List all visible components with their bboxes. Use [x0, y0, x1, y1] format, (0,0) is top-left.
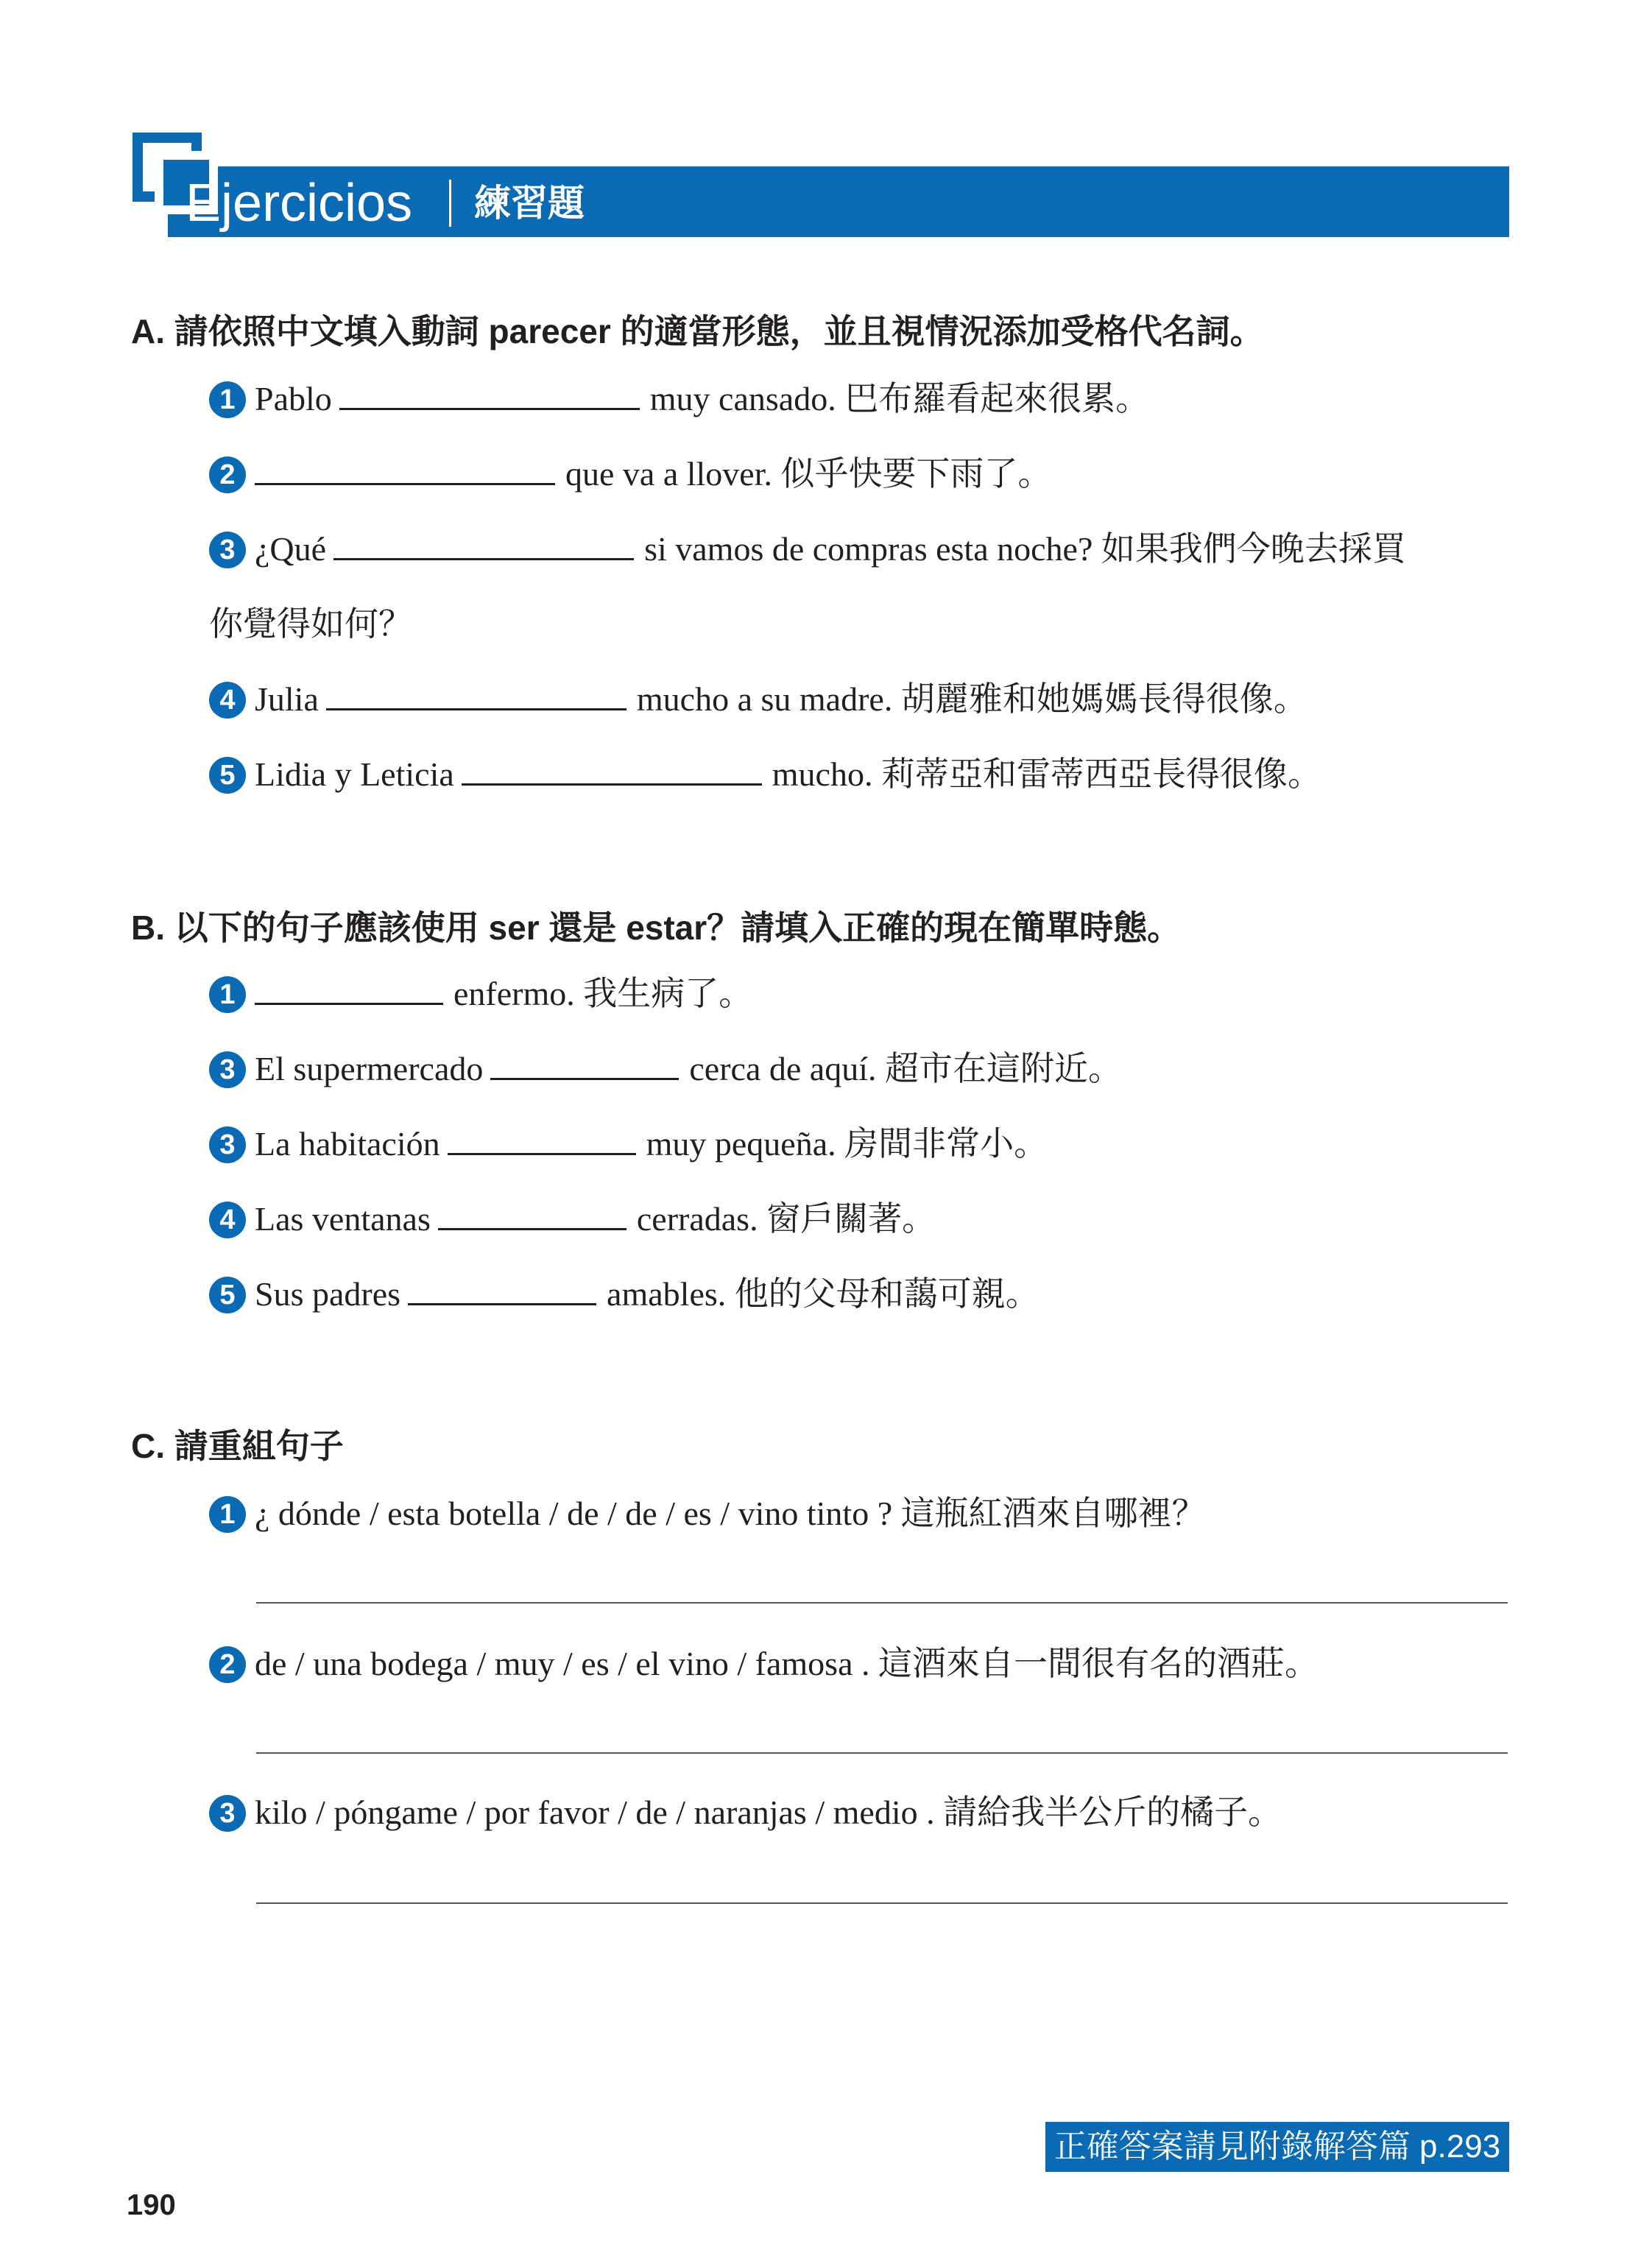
answer-blank[interactable] — [448, 1122, 636, 1155]
answer-blank[interactable] — [255, 972, 443, 1005]
item-number-badge: 2 — [209, 1646, 246, 1683]
item-text-before: Sus padres — [255, 1275, 401, 1313]
item-text-after: si vamos de compras esta noche? 如果我們今晚去採買 — [644, 530, 1406, 568]
section-b-heading: B. 以下的句子應該使用 ser 還是 estar？請填入正確的現在簡單時態。 — [131, 909, 1182, 947]
section-a-item-3-continuation: 你覺得如何？ — [209, 605, 412, 643]
item-text-after: que va a llover. 似乎快要下雨了。 — [565, 455, 1052, 493]
section-a-heading: A. 請依照中文填入動詞 parecer 的適當形態，並且視情況添加受格代名詞。 — [131, 312, 1264, 350]
item-text: ¿ dónde / esta botella / de / de / es / vino tinto ? 這瓶紅酒來自哪裡？ — [255, 1495, 1206, 1532]
item-text-after: cerca de aquí. 超市在這附近。 — [689, 1050, 1122, 1087]
item-number-badge: 1 — [209, 381, 246, 418]
item-text: de / una bodega / muy / es / el vino / famosa . 這酒來自一間很有名的酒莊。 — [255, 1645, 1319, 1682]
item-text-after: mucho a su madre. 胡麗雅和她媽媽長得很像。 — [636, 680, 1307, 718]
item-number-badge: 5 — [209, 1277, 246, 1313]
item-text-after: mucho. 莉蒂亞和雷蒂西亞長得很像。 — [772, 755, 1321, 793]
answer-reference-note: 正確答案請見附錄解答篇 p.293 — [1045, 2122, 1509, 2172]
item-number-badge: 4 — [209, 1202, 246, 1238]
section-c-heading: C. 請重組句子 — [131, 1427, 344, 1465]
answer-line[interactable] — [256, 1602, 1508, 1604]
item-text-after: muy cansado. 巴布羅看起來很累。 — [649, 380, 1150, 417]
item-text: kilo / póngame / por favor / de / naranjas / medio . 請給我半公斤的橘子。 — [255, 1793, 1282, 1831]
item-text-after: enfermo. 我生病了。 — [453, 975, 753, 1012]
section-c-item-2 — [209, 1642, 1319, 1686]
section-a-item-1 — [209, 377, 1149, 421]
answer-blank[interactable] — [438, 1197, 626, 1230]
item-text-before: Julia — [255, 680, 319, 718]
answer-line[interactable] — [256, 1752, 1508, 1754]
answer-blank[interactable] — [255, 452, 555, 485]
item-text-before: Pablo — [255, 380, 332, 417]
answer-blank[interactable] — [490, 1047, 679, 1080]
section-b-item-3 — [209, 1122, 1048, 1166]
item-number-badge: 5 — [209, 757, 246, 794]
section-a-item-2 — [209, 452, 1052, 496]
section-c-item-3 — [209, 1791, 1282, 1835]
section-a-item-4 — [209, 677, 1307, 722]
section-a-item-5 — [209, 752, 1321, 797]
answer-blank[interactable] — [333, 527, 634, 560]
answer-blank[interactable] — [462, 752, 762, 786]
item-text-before: Lidia y Leticia — [255, 755, 454, 793]
item-text-after: amables. 他的父母和藹可親。 — [607, 1275, 1039, 1313]
item-number-badge: 1 — [209, 1496, 246, 1533]
item-number-badge: 2 — [209, 456, 246, 493]
item-number-badge: 1 — [209, 976, 246, 1013]
section-b-item-2 — [209, 1047, 1122, 1091]
answer-line[interactable] — [256, 1902, 1508, 1904]
item-text-after: muy pequeña. 房間非常小。 — [646, 1125, 1048, 1163]
item-text-before: El supermercado — [255, 1050, 484, 1087]
answer-blank[interactable] — [339, 377, 640, 410]
header-title: Ejercicios — [186, 174, 413, 233]
item-text-before: ¿Qué — [255, 530, 327, 568]
header-subtitle: 練習題 — [474, 183, 585, 224]
section-c-item-1 — [209, 1492, 1206, 1536]
section-b-item-1 — [209, 972, 752, 1016]
section-a-item-3 — [209, 527, 1406, 571]
item-text-after: cerradas. 窗戶關著。 — [636, 1200, 936, 1238]
page-number: 190 — [127, 2189, 176, 2221]
item-number-badge: 3 — [209, 532, 246, 568]
item-text-before: La habitación — [255, 1125, 440, 1163]
section-b-item-4 — [209, 1197, 936, 1241]
answer-blank[interactable] — [326, 677, 626, 710]
item-number-badge: 3 — [209, 1051, 246, 1088]
header-divider — [449, 180, 451, 227]
answer-blank[interactable] — [408, 1272, 596, 1305]
item-number-badge: 4 — [209, 682, 246, 719]
item-number-badge: 3 — [209, 1126, 246, 1163]
item-number-badge: 3 — [209, 1795, 246, 1832]
section-b-item-5 — [209, 1272, 1039, 1316]
item-text-before: Las ventanas — [255, 1200, 431, 1238]
